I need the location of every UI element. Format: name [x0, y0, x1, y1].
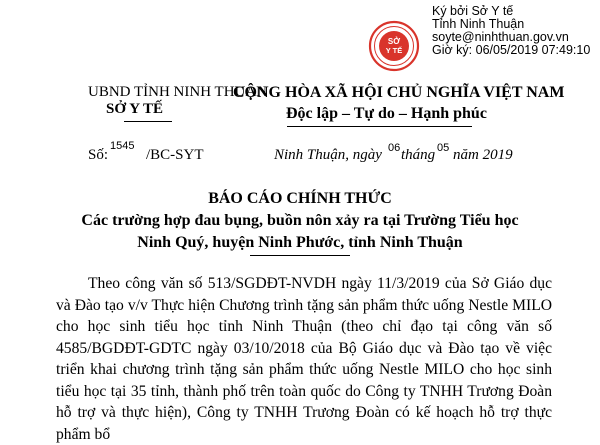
- report-subtitle-line1: Các trường hợp đau bụng, buồn nôn xảy ra tại Trường Tiểu học: [81, 212, 519, 229]
- date-month-label: tháng: [401, 147, 436, 163]
- nation-title: CỘNG HÒA XÃ HỘI CHỦ NGHĨA VIỆT NAM: [233, 84, 565, 101]
- date-month: 05: [437, 142, 450, 154]
- place-date-label: Ninh Thuận, ngày: [274, 147, 382, 163]
- national-motto: Độc lập – Tự do – Hạnh phúc: [286, 105, 487, 122]
- document-number-label: Số:: [88, 147, 109, 163]
- seal-text-top: SỞ: [387, 37, 401, 46]
- signature-signer: Ký bởi Sở Y tế: [432, 4, 514, 18]
- date-year: năm 2019: [453, 147, 513, 163]
- department-underline: [124, 121, 172, 122]
- seal-text-bottom: Y TẾ: [385, 46, 403, 55]
- department-name: SỞ Y TẾ: [106, 101, 163, 117]
- document-number: 1545: [110, 140, 135, 152]
- signature-province: Tỉnh Ninh Thuận: [432, 17, 525, 31]
- date-day: 06: [388, 142, 401, 154]
- signature-time: Giờ ký: 06/05/2019 07:49:10: [432, 43, 591, 57]
- motto-underline: [287, 126, 472, 127]
- report-body: [56, 273, 552, 445]
- title-underline: [250, 255, 350, 256]
- report-title: BÁO CÁO CHÍNH THỨC: [208, 190, 392, 207]
- report-subtitle-line2: Ninh Quý, huyện Ninh Phước, tỉnh Ninh Thuận: [137, 234, 463, 251]
- body-paragraph: Theo công văn số 513/SGDĐT-NVDH ngày 11/3/2019 của Sở Giáo dục và Đào tạo v/v Thực hiện Chương trình tặng sản phẩm thức uống Nestle MILO cho học sinh tiểu học tỉnh Ninh Thuận (theo chỉ đạo tại công văn số 4585/BGDĐT-GDTC ngày 03/10/2018 của Bộ Giáo dục và Đào tạo về việc triển khai chương trình tặng sản phẩm thức uống Nestle MILO cho học sinh tiểu học tại 35 tỉnh, thành phố trên toàn quốc do Công ty TNHH Trương Đoàn hỗ trợ và thực hiện), Công ty TNHH Trương Đoàn có kế hoạch hỗ trợ thực phẩm bổ: [56, 275, 552, 443]
- document-number-suffix: /BC-SYT: [146, 147, 204, 163]
- signature-seal-icon: [368, 20, 420, 72]
- agency-name: UBND TỈNH NINH THUẬN: [88, 84, 268, 100]
- signature-email: soyte@ninhthuan.gov.vn: [432, 30, 569, 44]
